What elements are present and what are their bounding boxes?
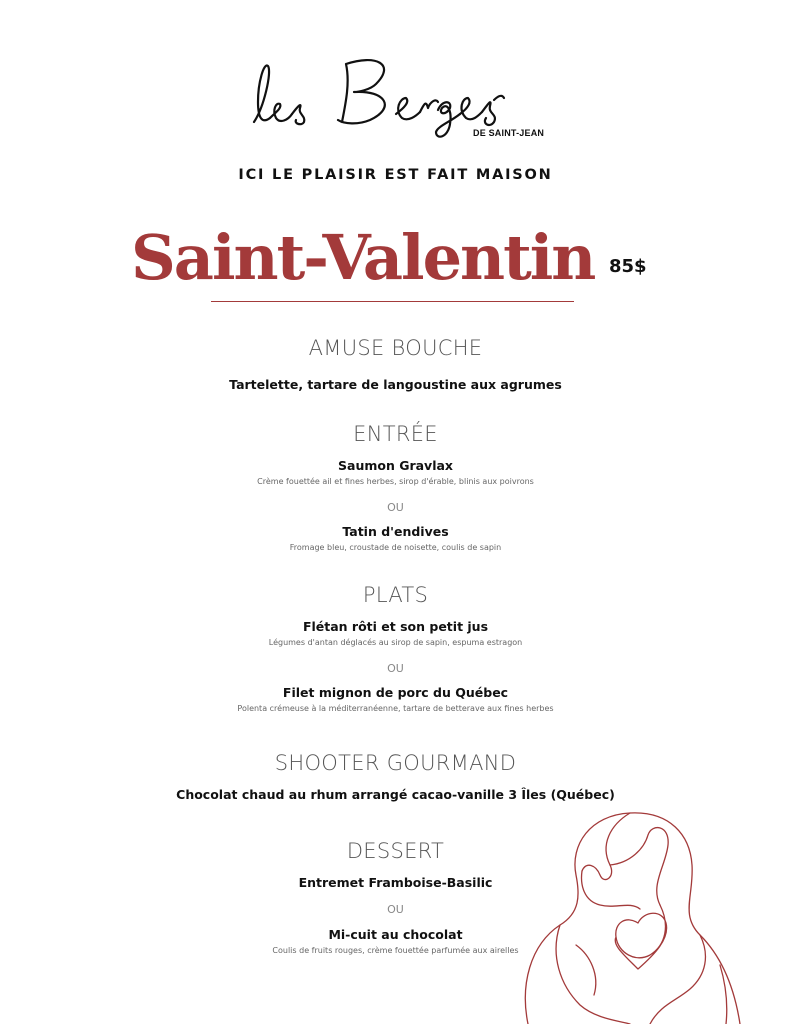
or-separator: OU bbox=[387, 903, 404, 916]
section-heading-shooter: SHOOTER GOURMAND bbox=[274, 751, 517, 775]
title-divider bbox=[211, 301, 574, 302]
section-heading-entree: ENTRÉE bbox=[353, 422, 438, 446]
dish-name: Saumon Gravlax bbox=[338, 458, 453, 473]
tagline: ICI LE PLAISIR EST FAIT MAISON bbox=[238, 167, 553, 183]
menu-title-block bbox=[0, 218, 791, 298]
logo-subtitle: DE SAINT-JEAN bbox=[473, 128, 545, 138]
dish-name: Tartelette, tartare de langoustine aux agrumes bbox=[229, 377, 562, 392]
dish-name: Tatin d'endives bbox=[342, 524, 449, 539]
dish-name: Mi-cuit au chocolat bbox=[328, 927, 463, 942]
dish-name: Filet mignon de porc du Québec bbox=[282, 685, 509, 700]
menu-title: Saint-Valentin bbox=[131, 221, 595, 294]
section-heading-plats: PLATS bbox=[362, 583, 429, 607]
or-separator: OU bbox=[387, 501, 404, 514]
couple-hugging-line-art-icon bbox=[520, 805, 760, 1024]
restaurant-logo bbox=[0, 52, 791, 152]
dish-description: Légumes d'antan déglacés au sirop de sapin, espuma estragon bbox=[268, 638, 523, 647]
dish-name: Flétan rôti et son petit jus bbox=[302, 619, 489, 634]
dish-description: Crème fouettée ail et fines herbes, sirop d'érable, blinis aux poivrons bbox=[257, 477, 534, 486]
dish-name: Chocolat chaud au rhum arrangé cacao-vanille 3 Îles (Québec) bbox=[176, 787, 615, 802]
dish-name: Entremet Framboise-Basilic bbox=[298, 875, 493, 890]
dish-description: Polenta crémeuse à la méditerranéenne, tartare de betterave aux fines herbes bbox=[237, 704, 554, 713]
section-heading-amuse-bouche: AMUSE BOUCHE bbox=[308, 336, 483, 360]
menu-price: 85$ bbox=[609, 256, 647, 277]
dish-description: Fromage bleu, croustade de noisette, coulis de sapin bbox=[289, 543, 502, 552]
dish-description: Coulis de fruits rouges, crème fouettée parfumée aux airelles bbox=[272, 946, 519, 955]
or-separator: OU bbox=[387, 662, 404, 675]
section-heading-dessert: DESSERT bbox=[346, 839, 445, 863]
